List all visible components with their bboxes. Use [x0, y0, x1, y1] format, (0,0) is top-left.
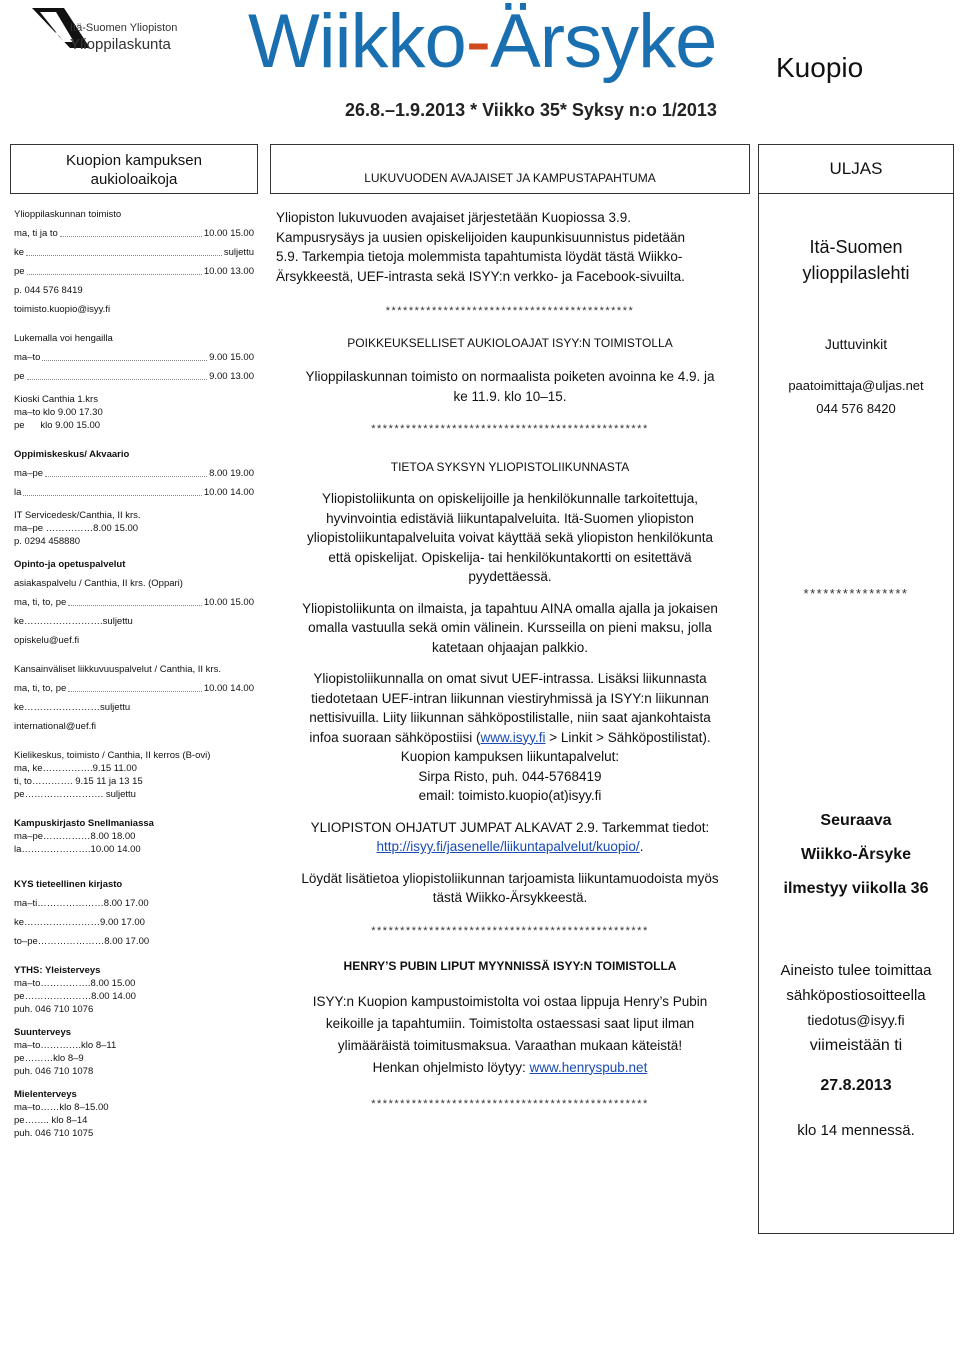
middle-column-heading: LUKUVUODEN AVAJAISET JA KAMPUSTAPAHTUMA [270, 144, 750, 194]
hours-row [14, 486, 254, 499]
henryspub-link[interactable]: www.henryspub.net [529, 1059, 648, 1075]
text-line: että opiskelijat. Opiskelija- tai henkilökuntakortti on esitettävä [328, 549, 692, 565]
text-line: Yliopiston lukuvuoden avajaiset järjestetään Kuopiossa 3.9. [276, 210, 631, 225]
email-text: toimisto.kuopio@isyy.fi [14, 304, 111, 315]
right-column-heading: ULJAS [758, 144, 954, 194]
hours-line: pe…….. klo 8–14 [14, 1115, 88, 1126]
text-line: . [639, 839, 644, 854]
uljas-email: paatoimittaja@uljas.net [788, 378, 924, 393]
block-title: Mielenterveys [14, 1089, 77, 1100]
block-title: Suunterveys [14, 1027, 72, 1038]
block-title: Kielikeskus, toimisto / Canthia, II kerros (B-ovi) [14, 750, 211, 761]
text-line: yliopistoliikuntapalveluita voivat käyttää sekä yliopiston henkilökunta [307, 530, 713, 545]
deadline-date: 27.8.2013 [820, 1077, 892, 1094]
block-title: Kampuskirjasto Snellmaniassa [14, 818, 154, 829]
hours-block-oppimiskeskus [14, 448, 254, 499]
row-key: la [14, 487, 22, 498]
hours-line: to–pe…………………8.00 17.00 [14, 936, 150, 947]
text-line: infoa suoraan sähköpostiisi ( [309, 729, 481, 745]
isyy-link[interactable]: www.isyy.fi [480, 729, 546, 745]
email-text: international@uef.fi [14, 721, 96, 732]
block-title: IT Servicedesk/Canthia, II krs. [14, 510, 141, 521]
block-title: Kansainväliset liikkuvuuspalvelut / Canthia, II krs. [14, 664, 221, 675]
deadline-info [758, 958, 954, 1058]
paragraph [270, 669, 750, 806]
hours-line: ma–to…………….8.00 15.00 [14, 978, 136, 989]
paragraph [270, 367, 750, 406]
paragraph [270, 991, 750, 1079]
text-line: Yliopistoliikunnalla on omat sivut UEF-intrassa. Lisäksi liikunnasta [313, 671, 707, 686]
hours-line: ke……………………9.00 17.00 [14, 917, 145, 928]
row-key: pe [14, 266, 25, 277]
text-line: tiedotetaan UEF-intran liikunnan viestiryhmissä ja ISYY:n liikunnan [311, 690, 709, 706]
text-line: omalla vastuulla sekä omin välinein. Kursseilla on pieni maksu, jolla [308, 620, 712, 635]
phone-text: puh. 046 710 1075 [14, 1128, 94, 1139]
opening-hours-list [14, 208, 254, 1150]
paragraph [270, 489, 750, 587]
uljas-subtitle [758, 234, 954, 286]
deadline-time: klo 14 mennessä. [797, 1122, 915, 1139]
text-line: YLIOPISTON OHJATUT JUMPAT ALKAVAT 2.9. Tarkemmat tiedot: [310, 819, 710, 835]
paragraph [270, 208, 750, 286]
uljas-phone: 044 576 8420 [816, 401, 896, 416]
star-divider: ******************************************* [385, 305, 635, 317]
hours-row [14, 246, 254, 259]
row-value: 10.00 14.00 [203, 487, 254, 498]
row-value: 10.00 13.00 [203, 266, 254, 277]
info-line: sähköpostiosoitteella [786, 987, 926, 1004]
city-label: Kuopio [776, 52, 864, 83]
hours-row [14, 351, 254, 364]
logo-text-line1: Itä-Suomen Yliopiston [70, 22, 178, 34]
row-value: 9.00 13.00 [209, 371, 254, 382]
hours-line: pe…………………8.00 14.00 [14, 991, 136, 1002]
block-title: Kioski Canthia 1.krs [14, 394, 98, 405]
next-issue-name: Wiikko-Ärsyke [800, 846, 912, 863]
hours-row [14, 370, 254, 383]
hours-line: ke…………………….suljettu [14, 616, 133, 627]
block-title: Oppimiskeskus/ Akvaario [14, 449, 130, 460]
hours-line: la………………….10.00 14.00 [14, 844, 141, 855]
row-key: ma–to [14, 352, 41, 363]
hours-block-opinto [14, 558, 254, 647]
subtitle-line: Itä-Suomen [809, 237, 903, 257]
row-value: 8.00 19.00 [209, 468, 254, 479]
text-line: keikoille ja tapahtumiin. Toimistolta ostaessasi saat liput ilman [325, 1015, 695, 1031]
email-text: opiskelu@uef.fi [14, 635, 80, 646]
row-value: 10.00 15.00 [203, 228, 254, 239]
hours-line: pe……………………. suljettu [14, 789, 136, 800]
hours-line: ma–ti…………………8.00 17.00 [14, 898, 149, 909]
text-line: nettisivuilla. Liity liikunnan sähköpostilistalle, niin saat ajankohtaista [309, 710, 711, 725]
juttuvinkit-label: Juttuvinkit [824, 336, 888, 352]
text-line: katetaan ohjaajan palkkio. [431, 639, 589, 655]
text-line: > Linkit > Sähköpostilistat). [545, 729, 711, 745]
row-value: 9.00 15.00 [209, 352, 254, 363]
text-line: Henkan ohjelmisto löytyy: [372, 1059, 530, 1075]
row-key: ke [14, 247, 25, 258]
phone-text: p. 044 576 8419 [14, 285, 83, 296]
left-heading-line2: aukioloaikoja [90, 171, 178, 188]
hours-line: ma–to………….klo 8–11 [14, 1040, 117, 1051]
text-line: Ärsykkeestä, UEF-intrasta sekä ISYY:n verkko- ja Facebook-sivuilta. [276, 268, 685, 284]
info-line: viimeistään ti [809, 1037, 903, 1054]
row-key: pe [14, 371, 25, 382]
row-key: ma–pe [14, 468, 44, 479]
block-title: Opinto-ja opetuspalvelut [14, 559, 126, 570]
hours-line: ma, ke…………….9.15 11.00 [14, 763, 137, 774]
hours-block-ylioppilaskunta [14, 208, 254, 316]
row-key: ma, ti, to, pe [14, 683, 67, 694]
title-part1: Wiikko [248, 0, 466, 84]
text-line: pyydettäessä. [468, 569, 552, 584]
hours-block-mielenterveys [14, 1088, 254, 1140]
row-value: 10.00 15.00 [203, 597, 254, 608]
star-divider: **************** [803, 586, 909, 601]
hours-line: pe klo 9.00 15.00 [14, 420, 101, 431]
block-title: KYS tieteellinen kirjasto [14, 879, 123, 890]
section-heading: HENRY’S PUBIN LIPUT MYYNNISSÄ ISYY:N TOIMISTOLLA [343, 959, 677, 973]
text-line: ISYY:n Kuopion kampustoimistolta voi ostaa lippuja Henry’s Pubin [312, 993, 708, 1009]
hours-block-yths [14, 964, 254, 1016]
hours-line: pe………klo 8–9 [14, 1053, 84, 1064]
hours-line: ma–to klo 9.00 17.30 [14, 407, 103, 418]
next-issue-label: Seuraava [820, 812, 892, 829]
text-line: Yliopistoliikunta on opiskelijoille ja henkilökunnalle tarkoitettuja, [322, 491, 698, 506]
paragraph [270, 818, 750, 857]
text-line: Sirpa Risto, puh. 044-5768419 [418, 768, 602, 784]
info-line: tiedotus@isyy.fi [807, 1012, 905, 1028]
hours-block-suunterveys [14, 1026, 254, 1078]
hours-line: ma–pe ……………8.00 15.00 [14, 523, 139, 534]
hours-line: ma–to……klo 8–15.00 [14, 1102, 109, 1113]
hours-block-it [14, 509, 254, 548]
star-divider: ************************************************ [371, 423, 649, 435]
hours-block-kansainvaliset [14, 663, 254, 733]
text-line: Ylioppilaskunnan toimisto on normaalista poiketen avoinna ke 4.9. ja [305, 369, 715, 384]
liikuntapalvelut-link[interactable]: http://isyy.fi/jasenelle/liikuntapalvelut/kuopio/ [376, 839, 640, 854]
isyy-logo [30, 4, 200, 64]
title-dash: - [465, 0, 491, 84]
issue-line: 26.8.–1.9.2013 * Viikko 35* Syksy n:o 1/2013 [345, 100, 717, 120]
hours-row [14, 682, 254, 695]
news-column [270, 208, 750, 1114]
hours-block-lukemalla [14, 332, 254, 383]
page-title [248, 0, 717, 84]
section-heading: POIKKEUKSELLISET AUKIOLOAJAT ISYY:N TOIMISTOLLA [347, 335, 673, 350]
text-line: ke 11.9. klo 10–15. [453, 388, 567, 404]
hours-line: ke……………………suljettu [14, 702, 131, 713]
text-line: Kampusrysäys ja uusien opiskelijoiden kaupunkisuunnistus pidetään [276, 229, 686, 245]
title-part2: Ärsyke [490, 0, 717, 84]
hours-row [14, 467, 254, 480]
paragraph [270, 599, 750, 658]
left-column-heading [10, 144, 258, 194]
text-line: hyvinvointia edistäviä liikuntapalveluita. Itä-Suomen yliopiston [326, 510, 694, 526]
star-divider: ************************************************ [371, 924, 649, 937]
phone-text: p. 0294 458880 [14, 536, 81, 547]
text-line: email: toimisto.kuopio(at)isyy.fi [418, 788, 602, 803]
row-value: 10.00 14.00 [203, 683, 254, 694]
next-issue-week: ilmestyy viikolla 36 [783, 880, 929, 897]
text-line: Löydät lisätietoa yliopistoliikunnan tarjoamista liikuntamuodoista myös [301, 870, 719, 886]
phone-text: puh. 046 710 1078 [14, 1066, 94, 1077]
hours-row [14, 596, 254, 609]
hours-block-kielikeskus [14, 749, 254, 801]
info-line: Aineisto tulee toimittaa [780, 962, 932, 979]
text-line: Kuopion kampuksen liikuntapalvelut: [400, 749, 620, 764]
text-line: ylimääräistä toimitusmaksua. Varaathan mukaan käteistä! [337, 1037, 683, 1053]
hours-block-kioski [14, 393, 254, 432]
subtitle-line: ylioppilaslehti [802, 263, 910, 283]
hours-row [14, 227, 254, 240]
phone-text: puh. 046 710 1076 [14, 1004, 94, 1015]
hours-line: ti, to…………. 9.15 11 ja 13 15 [14, 776, 143, 787]
hours-line: ma–pe……………8.00 18.00 [14, 831, 136, 842]
section-heading: TIETOA SYKSYN YLIOPISTOLIIKUNNASTA [390, 459, 630, 474]
hours-block-kys [14, 878, 254, 948]
left-heading-line1: Kuopion kampuksen [66, 152, 202, 169]
text-line: Yliopistoliikunta on ilmaista, ja tapahtuu AINA omalla ajalla ja jokaisen [302, 600, 718, 616]
text-line: 5.9. Tarkempia tietoja molemmista tapahtumista löydät tästä Wiikko- [276, 249, 683, 264]
row-key: ma, ti, to, pe [14, 597, 67, 608]
star-divider: ************************************************ [371, 1097, 649, 1110]
row-value: suljettu [223, 247, 254, 258]
row-key: ma, ti ja to [14, 228, 58, 239]
hours-row [14, 265, 254, 278]
logo-text-line2: Ylioppilaskunta [70, 36, 171, 53]
text-line: tästä Wiikko-Ärsykkeestä. [432, 890, 588, 905]
paragraph [270, 869, 750, 908]
block-title: Ylioppilaskunnan toimisto [14, 209, 122, 220]
block-title: Lukemalla voi hengailla [14, 333, 113, 344]
block-title: YTHS: Yleisterveys [14, 965, 101, 976]
hours-block-snellmaniassa [14, 817, 254, 856]
block-subtitle: asiakaspalvelu / Canthia, II krs. (Oppari) [14, 578, 183, 589]
